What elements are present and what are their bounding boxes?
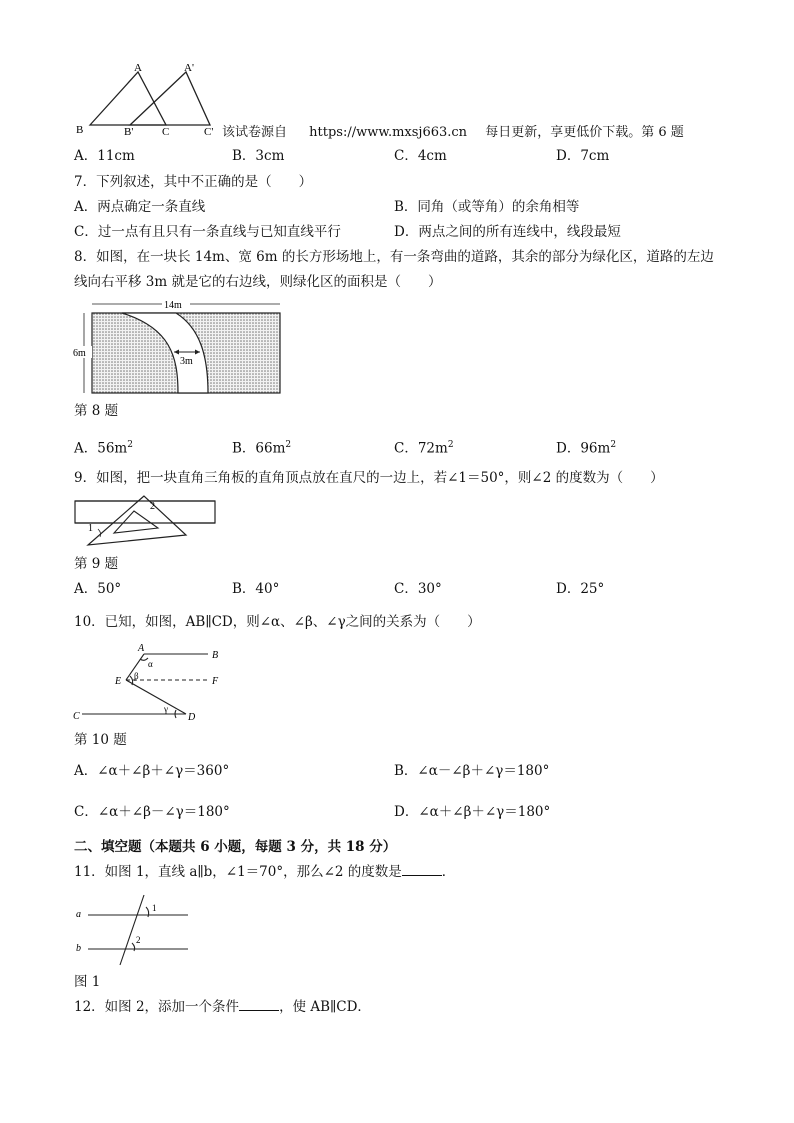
q8-option-b [232, 436, 291, 458]
q11-label-2: 2 [136, 935, 141, 945]
q8-option-b-sup: 2 [285, 440, 292, 450]
q8-stem-line1: 8．如图，在一块长 14m、宽 6m 的长方形场地上，有一条弯曲的道路，其余的部分为绿化区，道路的左边 [74, 249, 714, 265]
q11-figure [72, 893, 192, 969]
watermark-url[interactable]: https://www.mxsj663.cn [309, 125, 468, 140]
q8-figure [72, 298, 284, 398]
q6-watermark-line [222, 124, 684, 142]
section2-title: 二、填空题（本题共 6 小题，每题 3 分，共 18 分） [74, 839, 397, 855]
q10-option-b: B．∠α－∠β＋∠γ＝180° [394, 763, 550, 779]
q10-label-D: D [188, 712, 196, 723]
q7-option-c: C．过一点有且只有一条直线与已知直线平行 [74, 224, 341, 240]
q8-option-c-value: 72m [417, 440, 448, 457]
q8-label-length: 14m [164, 300, 182, 311]
q10-option-d: D．∠α＋∠β＋∠γ＝180° [394, 804, 551, 820]
q8-option-b-value: 66m [255, 440, 286, 457]
q11-answer-blank[interactable] [402, 863, 442, 876]
q8-option-d [556, 436, 616, 458]
q6-figure [74, 60, 234, 140]
q9-caption: 第 9 题 [74, 556, 119, 572]
q8-caption: 第 8 题 [74, 403, 119, 419]
q6-option-b: B．3cm [232, 148, 285, 164]
q8-label-width: 6m [73, 348, 86, 359]
q6-label-Cp: C' [204, 126, 214, 138]
q6-label-Ap: A' [184, 62, 194, 74]
q9-option-d: D．25° [556, 581, 605, 597]
q10-figure [72, 640, 232, 726]
q12-stem-b: ，使 AB∥CD． [279, 999, 371, 1015]
q8-option-a-label: A． [74, 440, 98, 457]
q8-option-a [74, 436, 133, 458]
q12-answer-blank[interactable] [239, 998, 279, 1011]
watermark-tail: 每日更新，享更低价下载。 [485, 125, 642, 140]
q10-label-A: A [138, 643, 145, 654]
q10-stem: 10．已知，如图，AB∥CD，则∠α、∠β、∠γ之间的关系为（ ） [74, 614, 481, 630]
q10-option-c: C．∠α＋∠β－∠γ＝180° [74, 804, 230, 820]
q10-label-C: C [73, 711, 80, 722]
q6-option-c: C．4cm [394, 148, 447, 164]
q10-label-gamma: γ [164, 704, 168, 714]
q8-option-a-value: 56m [97, 440, 128, 457]
q11-label-b: b [76, 943, 81, 954]
q9-figure [72, 493, 222, 551]
q12-stem [74, 998, 371, 1016]
q8-option-d-sup: 2 [610, 440, 617, 450]
q11-stem [74, 863, 455, 881]
q10-label-B: B [212, 650, 219, 661]
q6-label-A: A [134, 62, 142, 74]
q10-option-a: A．∠α＋∠β＋∠γ＝360° [74, 763, 230, 779]
q9-angle-2: 2 [150, 501, 155, 512]
q11-stem-b: ． [441, 864, 456, 880]
q11-caption: 图 1 [74, 974, 101, 990]
q8-stem-line2: 线向右平移 3m 就是它的右边线，则绿化区的面积是（ ） [74, 274, 442, 290]
q7-option-d: D．两点之间的所有连线中，线段最短 [394, 224, 621, 240]
q6-option-d: D．7cm [556, 148, 610, 164]
q9-option-c: C．30° [394, 581, 442, 597]
q6-label-C: C [162, 126, 170, 138]
q11-stem-a: 11．如图 1，直线 a∥b，∠1＝70°，那么∠2 的度数是 [74, 864, 402, 880]
q8-option-d-label: D． [556, 440, 581, 457]
q9-option-a: A．50° [74, 581, 122, 597]
q12-stem-a: 12．如图 2，添加一个条件 [74, 999, 240, 1015]
q9-option-b: B．40° [232, 581, 280, 597]
q8-option-c-sup: 2 [447, 440, 454, 450]
q10-label-beta: β [134, 671, 139, 681]
q7-option-b: B．同角（或等角）的余角相等 [394, 199, 580, 215]
q9-stem: 9．如图，把一块直角三角板的直角顶点放在直尺的一边上，若∠1＝50°，则∠2 的度数为（ ） [74, 470, 664, 486]
q9-angle-1: 1 [88, 523, 93, 534]
q6-caption: 第 6 题 [641, 125, 684, 140]
q8-option-c-label: C． [394, 440, 418, 457]
watermark-text: 该试卷源自 [222, 125, 288, 140]
q8-label-shift: 3m [180, 356, 193, 367]
q7-option-a: A．两点确定一条直线 [74, 199, 206, 215]
q8-option-b-label: B． [232, 440, 256, 457]
q10-label-F: F [212, 676, 219, 687]
q8-option-a-sup: 2 [127, 440, 133, 450]
q11-label-a: a [76, 909, 81, 920]
q6-label-B: B [76, 124, 84, 136]
q10-label-E: E [115, 676, 122, 687]
q6-label-Bp: B' [124, 126, 134, 138]
q8-option-d-value: 96m [580, 440, 611, 457]
q11-label-1: 1 [152, 903, 157, 913]
q10-caption: 第 10 题 [74, 732, 127, 748]
q7-stem: 7．下列叙述，其中不正确的是（ ） [74, 174, 313, 190]
q10-label-alpha: α [148, 659, 153, 669]
q6-option-a: A．11cm [74, 148, 135, 164]
q8-option-c [394, 436, 454, 458]
